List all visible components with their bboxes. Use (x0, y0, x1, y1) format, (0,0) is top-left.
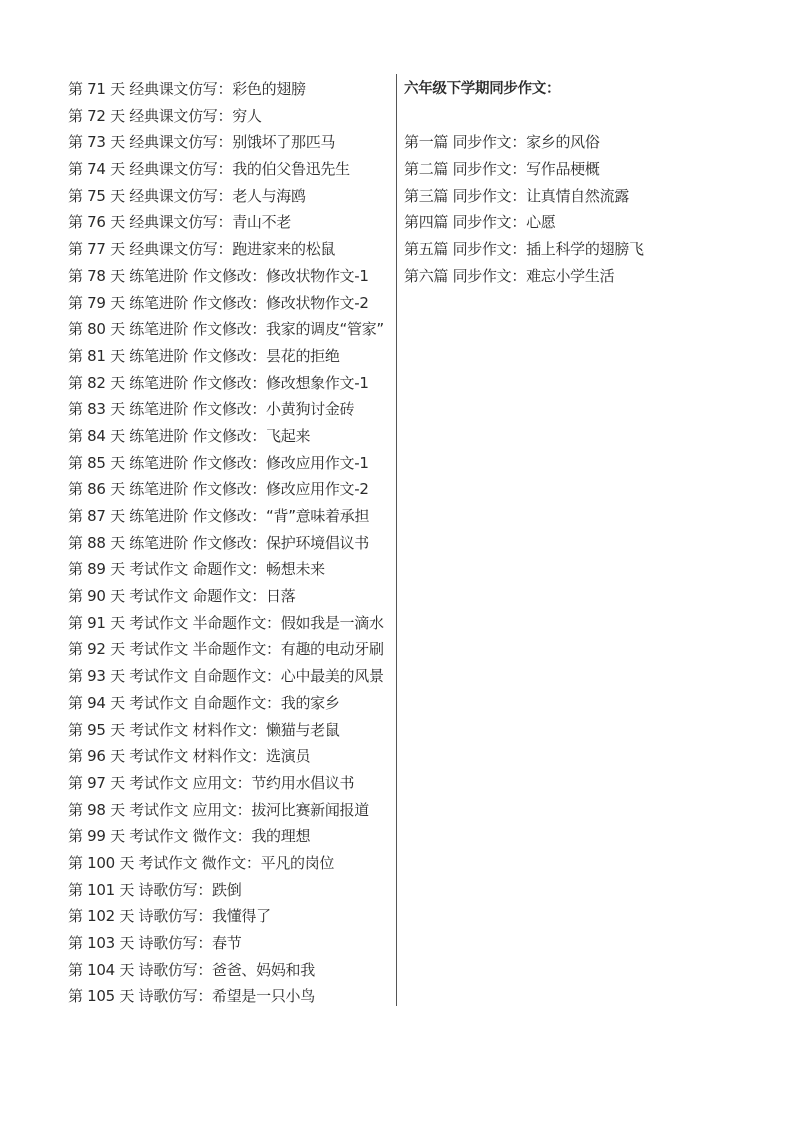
right-column-list (404, 76, 764, 290)
list-item: 第五篇 同步作文：插上科学的翅膀飞 (404, 240, 644, 259)
column-divider (396, 74, 397, 1006)
section-heading: 六年级下学期同步作文： (404, 81, 561, 97)
list-item: 第 92 天 考试作文 半命题作文：有趣的电动牙刷 (68, 640, 384, 659)
list-item: 第 86 天 练笔进阶 作文修改：修改应用作文-2 (68, 480, 369, 499)
list-item: 第 74 天 经典课文仿写：我的伯父鲁迅先生 (68, 160, 350, 179)
list-item: 第 72 天 经典课文仿写：穷人 (68, 106, 262, 125)
list-item: 第 80 天 练笔进阶 作文修改：我家的调皮“管家” (68, 320, 384, 339)
list-item: 第 78 天 练笔进阶 作文修改：修改状物作文-1 (68, 266, 369, 285)
list-item: 第 89 天 考试作文 命题作文：畅想未来 (68, 560, 325, 579)
list-item: 第 103 天 诗歌仿写：春节 (68, 934, 242, 952)
list-item: 第 79 天 练笔进阶 作文修改：修改状物作文-2 (68, 293, 369, 312)
list-item: 第 93 天 考试作文 自命题作文：心中最美的风景 (68, 667, 384, 686)
list-item: 第 94 天 考试作文 自命题作文：我的家乡 (68, 693, 340, 712)
list-item: 第二篇 同步作文：写作品梗概 (404, 160, 600, 179)
list-item: 第 102 天 诗歌仿写：我懂得了 (68, 907, 271, 926)
list-item: 第 75 天 经典课文仿写：老人与海鸥 (68, 186, 306, 205)
spacer (404, 103, 764, 130)
list-item: 第 99 天 考试作文 微作文：我的理想 (68, 827, 311, 846)
list-item: 第 91 天 考试作文 半命题作文：假如我是一滴水 (68, 613, 384, 632)
list-item: 第 83 天 练笔进阶 作文修改：小黄狗讨金砖 (68, 400, 355, 419)
list-item: 第四篇 同步作文：心愿 (404, 213, 556, 232)
list-item: 第 76 天 经典课文仿写：青山不老 (68, 213, 291, 232)
list-item: 第 82 天 练笔进阶 作文修改：修改想象作文-1 (68, 373, 369, 392)
list-item: 第 95 天 考试作文 材料作文：懒猫与老鼠 (68, 720, 340, 739)
list-item: 第一篇 同步作文：家乡的风俗 (404, 133, 600, 152)
list-item: 第 90 天 考试作文 命题作文：日落 (68, 587, 296, 606)
list-item: 第 81 天 练笔进阶 作文修改：昙花的拒绝 (68, 346, 340, 365)
list-item: 第 105 天 诗歌仿写：希望是一只小鸟 (68, 987, 315, 1006)
list-item: 第 96 天 考试作文 材料作文：选演员 (68, 747, 311, 766)
list-item: 第 71 天 经典课文仿写：彩色的翅膀 (68, 80, 306, 98)
list-item: 第 87 天 练笔进阶 作文修改：“背”意味着承担 (68, 507, 370, 525)
list-item: 第 85 天 练笔进阶 作文修改：修改应用作文-1 (68, 453, 369, 472)
list-item: 第 77 天 经典课文仿写：跑进家来的松鼠 (68, 240, 336, 259)
list-item: 第 98 天 考试作文 应用文：拔河比赛新闻报道 (68, 800, 369, 819)
list-item: 第六篇 同步作文：难忘小学生活 (404, 266, 615, 285)
list-item: 第 73 天 经典课文仿写：别饿坏了那匹马 (68, 133, 336, 152)
left-column-list (68, 76, 394, 1010)
list-item: 第 88 天 练笔进阶 作文修改：保护环境倡议书 (68, 533, 369, 552)
list-item: 第 100 天 考试作文 微作文：平凡的岗位 (68, 853, 335, 872)
list-item: 第 84 天 练笔进阶 作文修改：飞起来 (68, 426, 311, 445)
list-item: 第 97 天 考试作文 应用文：节约用水倡议书 (68, 773, 355, 792)
list-item: 第 104 天 诗歌仿写：爸爸、妈妈和我 (68, 960, 315, 979)
list-item: 第三篇 同步作文：让真情自然流露 (404, 186, 629, 205)
list-item: 第 101 天 诗歌仿写：跌倒 (68, 880, 242, 899)
